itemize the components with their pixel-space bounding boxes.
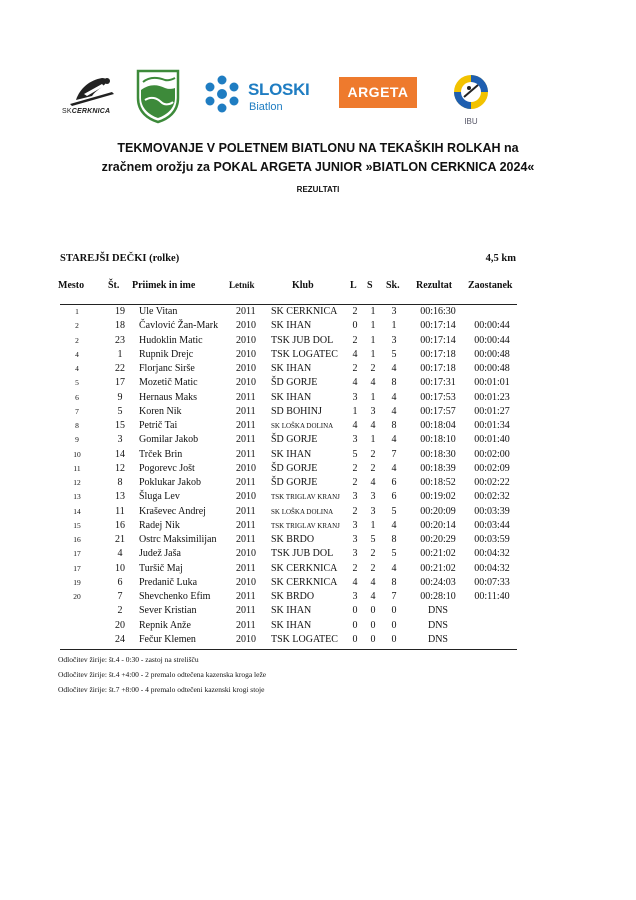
jury-decisions [58, 652, 266, 697]
cell-name: Petrič Tai [139, 420, 178, 431]
cell-zao: 00:02:32 [474, 491, 510, 503]
cell-s: 4 [370, 576, 376, 588]
cell-name: Predanič Luka [139, 576, 198, 588]
cell-l: 3 [352, 534, 358, 545]
cell-zao: 00:03:39 [474, 505, 510, 517]
cell-letnik: 2011 [236, 448, 256, 460]
cell-sk: 1 [391, 320, 397, 332]
cell-zao: 00:00:48 [474, 363, 510, 374]
cell-klub: TSK TRIGLAV KRANJ [271, 521, 340, 530]
cell-l: 4 [352, 420, 358, 431]
cell-rez: 00:20:29 [420, 534, 456, 545]
cell-name: Koren Nik [139, 405, 182, 417]
results-subtitle: REZULTATI [296, 185, 340, 194]
cell-zao: 00:01:23 [474, 391, 510, 403]
cell-mesto: 12 [73, 478, 81, 487]
cell-mesto: 10 [73, 449, 81, 459]
cell-zao: 00:03:44 [474, 519, 510, 531]
cell-letnik: 2010 [236, 576, 256, 588]
cell-s: 0 [370, 619, 376, 631]
cell-sk: 6 [391, 477, 397, 488]
cell-st: 19 [115, 306, 125, 317]
table-row [0, 533, 636, 547]
cell-letnik: 2010 [236, 462, 256, 474]
cell-st: 12 [115, 462, 125, 474]
table-row [0, 576, 636, 590]
cell-klub: SD BOHINJ [271, 405, 322, 417]
cell-name: Repnik Anže [139, 619, 191, 631]
cell-s: 2 [370, 462, 376, 474]
cell-s: 1 [370, 320, 376, 332]
cell-zao: 00:01:34 [474, 420, 510, 431]
cell-s: 5 [370, 534, 376, 545]
cell-sk: 8 [391, 576, 397, 588]
cell-s: 3 [370, 405, 376, 417]
cell-s: 1 [370, 348, 376, 360]
cell-name: Florjanc Sirše [139, 363, 195, 374]
cell-name: Pogorevc Jošt [139, 462, 195, 474]
cell-letnik: 2010 [236, 348, 256, 360]
cell-s: 1 [370, 306, 376, 317]
cell-l: 2 [352, 306, 358, 317]
cell-name: Šluga Lev [139, 491, 180, 503]
cell-letnik: 2011 [236, 562, 256, 574]
cell-name: Judež Jaša [139, 548, 181, 560]
cell-name: Čavlović Žan-Mark [139, 320, 219, 332]
sk-name: CERKNICA [71, 108, 111, 115]
cell-zao: 00:04:32 [474, 548, 510, 560]
sloski-subtitle: Biatlon [249, 101, 283, 113]
cell-l: 2 [352, 477, 358, 488]
cell-s: 3 [370, 491, 376, 503]
table-row [0, 391, 636, 405]
header-l: L [350, 280, 357, 291]
cell-sk: 4 [391, 462, 397, 474]
cell-st: 16 [115, 519, 125, 531]
cell-mesto: 7 [75, 406, 79, 416]
cell-rez: 00:16:30 [420, 306, 456, 317]
cell-st: 22 [115, 363, 125, 374]
cell-rez: 00:19:02 [420, 491, 456, 503]
cell-name: Fečur Klemen [139, 633, 196, 645]
cell-st: 11 [115, 505, 125, 517]
cell-letnik: 2011 [236, 505, 256, 517]
cell-st: 15 [115, 420, 125, 431]
cell-rez: DNS [427, 619, 448, 631]
cell-zao: 00:02:09 [474, 462, 510, 474]
cell-sk: 0 [391, 605, 397, 617]
cell-klub: SK LOŠKA DOLINA [271, 422, 334, 430]
cell-klub: ŠD GORJE [271, 377, 318, 389]
cell-st: 17 [115, 377, 125, 389]
cell-s: 2 [370, 448, 376, 460]
cell-letnik: 2010 [236, 377, 256, 389]
table-row [0, 305, 636, 319]
cell-s: 1 [370, 391, 376, 403]
cell-rez: 00:17:31 [420, 377, 456, 389]
ibu-logo [452, 73, 490, 126]
cell-rez: 00:17:14 [420, 320, 456, 332]
cell-l: 2 [352, 562, 358, 574]
cell-st: 5 [117, 405, 123, 417]
header-sk: Sk. [386, 280, 400, 291]
jury-note: Odločitev žirije: št.4 - 0:30 - zastoj na strelišču [58, 655, 199, 664]
cell-mesto: 16 [73, 535, 81, 544]
cell-letnik: 2011 [236, 420, 256, 431]
cell-mesto: 4 [75, 364, 79, 373]
cell-klub: SK BRDO [271, 534, 315, 545]
cell-sk: 4 [391, 519, 397, 531]
ibu-label: IBU [464, 117, 478, 126]
cell-mesto: 6 [75, 392, 79, 402]
cell-l: 2 [352, 505, 358, 517]
cell-l: 4 [352, 377, 358, 389]
cell-l: 0 [352, 633, 358, 645]
cell-klub: SK BRDO [271, 591, 315, 602]
cell-sk: 0 [391, 619, 397, 631]
header-mesto: Mesto [58, 280, 85, 291]
header-name: Priimek in ime [132, 280, 196, 291]
title-line-1: TEKMOVANJE V POLETNEM BIATLONU NA TEKAŠKIH ROLKAH na [117, 141, 519, 155]
cell-l: 3 [352, 548, 358, 560]
cell-rez: 00:17:53 [420, 391, 456, 403]
cell-klub: ŠD GORJE [271, 434, 318, 446]
cell-letnik: 2010 [236, 633, 256, 645]
cell-mesto: 14 [73, 506, 81, 516]
cell-mesto: 9 [75, 435, 79, 445]
cell-zao: 00:02:22 [474, 477, 510, 488]
cell-klub: SK CERKNICA [271, 576, 338, 588]
cell-st: 8 [117, 477, 123, 488]
cell-name: Ule Vitan [139, 306, 178, 317]
table-row [0, 405, 636, 419]
cell-s: 0 [370, 605, 376, 617]
cell-st: 4 [117, 548, 123, 560]
cell-letnik: 2011 [236, 605, 256, 617]
cell-st: 2 [117, 605, 123, 617]
cell-sk: 8 [391, 420, 397, 431]
header-zaostanek: Zaostanek [468, 280, 513, 291]
argeta-logo: ARGETA [339, 77, 417, 108]
title-line-2: zračnem orožju za POKAL ARGETA JUNIOR »BIATLON CERKNICA 2024« [101, 160, 535, 174]
cell-rez: 00:21:02 [420, 548, 456, 560]
cell-name: Sever Kristian [139, 605, 197, 617]
table-row [0, 633, 636, 647]
cell-klub: ŠD GORJE [271, 462, 318, 474]
sk-cerknica-logo [62, 74, 124, 120]
cell-klub: SK IHAN [271, 320, 312, 332]
sloski-biatlon-logo [200, 74, 320, 114]
cell-zao: 00:11:40 [474, 591, 510, 602]
cell-mesto: 11 [73, 463, 81, 473]
header-st: Št. [108, 280, 120, 291]
cell-klub: SK IHAN [271, 448, 312, 460]
cell-sk: 5 [391, 505, 397, 517]
skier-icon [62, 74, 124, 110]
cell-mesto: 20 [73, 592, 81, 601]
cell-zao: 00:00:48 [474, 348, 510, 360]
cell-zao: 00:01:27 [474, 405, 510, 417]
snowflake-icon [200, 74, 244, 114]
cell-st: 23 [115, 334, 125, 346]
sk-prefix: SK [62, 108, 72, 115]
table-row [0, 590, 636, 604]
cell-l: 3 [352, 491, 358, 503]
sponsor-logos [0, 66, 636, 126]
table-row [0, 376, 636, 390]
cell-letnik: 2011 [236, 391, 256, 403]
cell-sk: 8 [391, 534, 397, 545]
cell-mesto: 13 [73, 492, 81, 502]
cell-sk: 4 [391, 562, 397, 574]
jury-note: Odločitev žirije: št.4 +4:00 - 2 premalo odtečena kazenska kroga leže [58, 670, 267, 679]
results-table-body [0, 305, 636, 647]
table-row [0, 476, 636, 490]
cell-st: 18 [115, 320, 125, 332]
cell-rez: 00:17:57 [420, 405, 456, 417]
cell-name: Radej Nik [139, 519, 180, 531]
cell-klub: SK CERKNICA [271, 562, 338, 574]
page-title [0, 139, 636, 177]
cell-st: 14 [115, 448, 125, 460]
cell-letnik: 2011 [236, 519, 256, 531]
cell-letnik: 2010 [236, 334, 256, 346]
cell-klub: TSK LOGATEC [271, 633, 338, 645]
cell-name: Ostrc Maksimilijan [139, 534, 217, 545]
cell-klub: TSK TRIGLAV KRANJ [271, 493, 340, 502]
cell-zao: 00:07:33 [474, 576, 510, 588]
cell-letnik: 2011 [236, 591, 256, 602]
header-s: S [367, 280, 373, 291]
cell-s: 0 [370, 633, 376, 645]
cell-l: 4 [352, 576, 358, 588]
cell-rez: 00:21:02 [420, 562, 456, 574]
cell-rez: 00:18:30 [420, 448, 456, 460]
cell-st: 1 [117, 348, 123, 360]
cell-name: Turšič Maj [139, 562, 183, 574]
cell-klub: TSK JUB DOL [271, 548, 334, 560]
cell-mesto: 19 [73, 577, 81, 587]
cell-klub: SK IHAN [271, 391, 312, 403]
cell-name: Kraševec Andrej [139, 505, 206, 517]
cell-mesto: 2 [75, 335, 79, 345]
cell-mesto: 15 [73, 520, 81, 530]
cell-mesto: 2 [75, 321, 79, 331]
cell-s: 4 [370, 477, 376, 488]
table-row [0, 547, 636, 561]
cell-l: 2 [352, 462, 358, 474]
cell-sk: 7 [391, 448, 397, 460]
cell-name: Shevchenko Efim [139, 591, 211, 602]
cell-sk: 7 [391, 591, 397, 602]
cell-rez: 00:17:18 [420, 363, 456, 374]
ibu-emblem-icon [452, 73, 490, 111]
cell-klub: ŠD GORJE [271, 477, 318, 488]
cell-st: 3 [117, 434, 123, 446]
cell-letnik: 2011 [236, 405, 256, 417]
cell-klub: SK CERKNICA [271, 306, 338, 317]
cell-sk: 6 [391, 491, 397, 503]
cell-st: 24 [115, 633, 125, 645]
table-row [0, 619, 636, 633]
cell-s: 4 [370, 591, 376, 602]
cell-l: 0 [352, 605, 358, 617]
sloski-title: SLOSKI [248, 80, 310, 99]
cell-rez: 00:18:52 [420, 477, 456, 488]
cell-sk: 4 [391, 363, 397, 374]
table-row [0, 334, 636, 348]
cerknica-coat-of-arms-icon [135, 68, 181, 124]
cell-st: 10 [115, 562, 125, 574]
cell-zao: 00:00:44 [474, 334, 510, 346]
cell-name: Hernaus Maks [139, 391, 198, 403]
category-label: STAREJŠI DEČKI (rolke) [60, 253, 180, 264]
cell-s: 4 [370, 420, 376, 431]
cell-sk: 8 [391, 377, 397, 389]
cell-zao: 00:00:44 [474, 320, 510, 332]
cell-rez: 00:20:14 [420, 519, 456, 531]
cell-sk: 4 [391, 405, 397, 417]
table-row [0, 604, 636, 618]
cell-letnik: 2011 [236, 477, 256, 488]
table-row [0, 505, 636, 519]
cell-name: Trček Brin [139, 448, 183, 460]
table-row [0, 490, 636, 504]
cell-sk: 0 [391, 633, 397, 645]
cell-st: 7 [117, 591, 123, 602]
table-row [0, 519, 636, 533]
cell-letnik: 2011 [236, 434, 256, 446]
cell-l: 0 [352, 320, 358, 332]
cell-letnik: 2011 [236, 306, 256, 317]
cell-rez: 00:20:09 [420, 505, 456, 517]
cell-rez: DNS [427, 633, 448, 645]
cell-st: 9 [117, 391, 123, 403]
cell-rez: 00:17:18 [420, 348, 456, 360]
cell-letnik: 2011 [236, 534, 256, 545]
cell-rez: 00:17:14 [420, 334, 456, 346]
cell-sk: 4 [391, 391, 397, 403]
cell-rez: 00:18:39 [420, 462, 456, 474]
cell-st: 6 [117, 576, 123, 588]
cell-st: 20 [115, 619, 125, 631]
cell-s: 2 [370, 363, 376, 374]
cell-name: Hudoklin Matic [139, 334, 203, 346]
cell-klub: TSK LOGATEC [271, 348, 338, 360]
cell-name: Rupnik Drejc [139, 348, 194, 360]
cell-zao: 00:03:59 [474, 534, 510, 545]
distance-label: 4,5 km [485, 253, 516, 264]
cell-sk: 3 [391, 334, 397, 346]
cell-letnik: 2010 [236, 320, 256, 332]
results-table-header [0, 280, 636, 294]
cell-rez: 00:28:10 [420, 591, 456, 602]
cell-sk: 5 [391, 348, 397, 360]
jury-note: Odločitev žirije: št.7 +8:00 - 4 premalo odtečeni kazenski krogi stoje [58, 685, 265, 694]
cell-zao: 00:02:00 [474, 448, 510, 460]
cell-mesto: 1 [75, 307, 79, 316]
table-row [0, 433, 636, 447]
cell-klub: TSK JUB DOL [271, 334, 334, 346]
cell-l: 5 [352, 448, 358, 460]
cell-st: 21 [115, 534, 125, 545]
cell-rez: 00:24:03 [420, 576, 456, 588]
cell-l: 2 [352, 334, 358, 346]
cell-l: 3 [352, 391, 358, 403]
cell-s: 4 [370, 377, 376, 389]
cell-s: 1 [370, 434, 376, 446]
cell-l: 0 [352, 619, 358, 631]
cell-rez: 00:18:10 [420, 434, 456, 446]
cell-l: 1 [352, 405, 358, 417]
cell-mesto: 8 [75, 421, 79, 430]
cell-mesto: 5 [75, 378, 79, 388]
cell-letnik: 2010 [236, 548, 256, 560]
table-row [0, 562, 636, 576]
cell-l: 3 [352, 519, 358, 531]
cell-l: 2 [352, 363, 358, 374]
header-rezultat: Rezultat [416, 280, 453, 291]
table-row [0, 462, 636, 476]
cell-zao: 00:01:01 [474, 377, 510, 389]
cell-st: 13 [115, 491, 125, 503]
cell-sk: 5 [391, 548, 397, 560]
cell-rez: 00:18:04 [420, 420, 456, 431]
cell-rez: DNS [427, 605, 448, 617]
cell-s: 2 [370, 562, 376, 574]
cell-l: 3 [352, 434, 358, 446]
cell-klub: SK IHAN [271, 605, 312, 617]
table-row [0, 362, 636, 376]
cell-s: 3 [370, 505, 376, 517]
cell-zao: 00:01:40 [474, 434, 510, 446]
cell-l: 3 [352, 591, 358, 602]
cell-mesto: 17 [73, 549, 81, 559]
table-row [0, 448, 636, 462]
cell-zao: 00:04:32 [474, 562, 510, 574]
header-letnik: Letnik [229, 280, 255, 290]
cell-letnik: 2010 [236, 491, 256, 503]
table-bottom-divider [60, 649, 517, 650]
table-row [0, 419, 636, 433]
cell-name: Mozetič Matic [139, 377, 198, 389]
cell-s: 2 [370, 548, 376, 560]
table-row [0, 319, 636, 333]
cell-sk: 4 [391, 434, 397, 446]
cell-letnik: 2010 [236, 363, 256, 374]
cell-s: 1 [370, 334, 376, 346]
cell-sk: 3 [391, 306, 397, 317]
cell-klub: SK IHAN [271, 363, 312, 374]
table-row [0, 348, 636, 362]
cell-mesto: 4 [75, 349, 79, 359]
cell-klub: SK IHAN [271, 619, 312, 631]
cell-name: Poklukar Jakob [139, 477, 201, 488]
cell-letnik: 2011 [236, 619, 256, 631]
cell-mesto: 17 [73, 563, 81, 573]
cell-s: 1 [370, 519, 376, 531]
header-klub: Klub [292, 280, 314, 291]
cell-klub: SK LOŠKA DOLINA [271, 507, 334, 516]
cell-l: 4 [352, 348, 358, 360]
cell-name: Gomilar Jakob [139, 434, 199, 446]
